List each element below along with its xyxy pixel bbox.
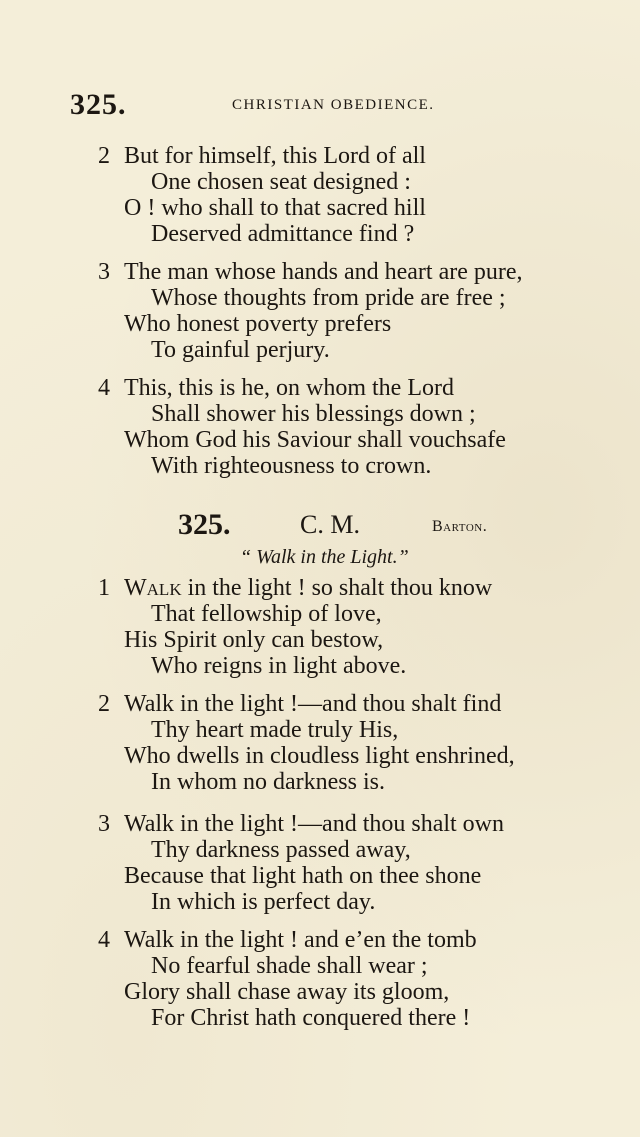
hymn-subtitle: “ Walk in the Light.”: [240, 546, 409, 568]
verse-line: In which is perfect day.: [151, 889, 376, 915]
stanza-number: 2: [98, 143, 110, 169]
verse-line: Thy darkness passed away,: [151, 837, 411, 863]
stanza-number: 4: [98, 927, 110, 953]
stanza-number: 3: [98, 811, 110, 837]
verse-line-first: [124, 575, 492, 601]
hymn-number: 325.: [178, 508, 231, 541]
stanza-number: 3: [98, 259, 110, 285]
hymn-tune: Barton.: [432, 518, 488, 535]
verse-line: Walk in the light !—and thou shalt own: [124, 811, 505, 837]
verse-line: Walk in the light !—and thou shalt find: [124, 691, 502, 717]
page-header: [0, 88, 640, 128]
verse-line: One chosen seat designed :: [151, 169, 411, 195]
verse-line: Who reigns in light above.: [151, 653, 407, 679]
verse-line: No fearful shade shall wear ;: [151, 953, 428, 979]
verse-line-rest: in the light ! so shalt thou know: [181, 575, 493, 601]
stanza-number: 4: [98, 375, 110, 401]
verse-line: To gainful perjury.: [151, 337, 330, 363]
verse-line: Who honest poverty prefers: [124, 311, 392, 337]
verse-line: Deserved admittance find ?: [151, 221, 415, 247]
verse-line: Walk in the light ! and e’en the tomb: [124, 927, 477, 953]
verse-line: Whose thoughts from pride are free ;: [151, 285, 506, 311]
page-number: 325.: [70, 88, 127, 121]
verse-line: That fellowship of love,: [151, 601, 382, 627]
verse-line: This, this is he, on whom the Lord: [124, 375, 454, 401]
verse-line: Whom God his Saviour shall vouchsafe: [124, 427, 506, 453]
verse-line: Shall shower his blessings down ;: [151, 401, 476, 427]
running-head: CHRISTIAN OBEDIENCE.: [232, 97, 435, 113]
verse-line: With righteousness to crown.: [151, 453, 432, 479]
drop-word: Walk: [124, 575, 182, 601]
verse-line: Who dwells in cloudless light enshrined,: [124, 743, 515, 769]
verse-line: But for himself, this Lord of all: [124, 143, 426, 169]
verse-line: Glory shall chase away its gloom,: [124, 979, 450, 1005]
verse-line: For Christ hath conquered there !: [151, 1005, 471, 1031]
hymn-meter: C. M.: [300, 510, 360, 539]
verse-line: The man whose hands and heart are pure,: [124, 259, 523, 285]
verse-line: Because that light hath on thee shone: [124, 863, 482, 889]
verse-line: Thy heart made truly His,: [151, 717, 399, 743]
verse-line: His Spirit only can bestow,: [124, 627, 384, 653]
hymn-heading: [0, 508, 640, 542]
verse-line: In whom no darkness is.: [151, 769, 385, 795]
stanza-number: 1: [98, 575, 110, 601]
verse-line: O ! who shall to that sacred hill: [124, 195, 426, 221]
stanza-number: 2: [98, 691, 110, 717]
